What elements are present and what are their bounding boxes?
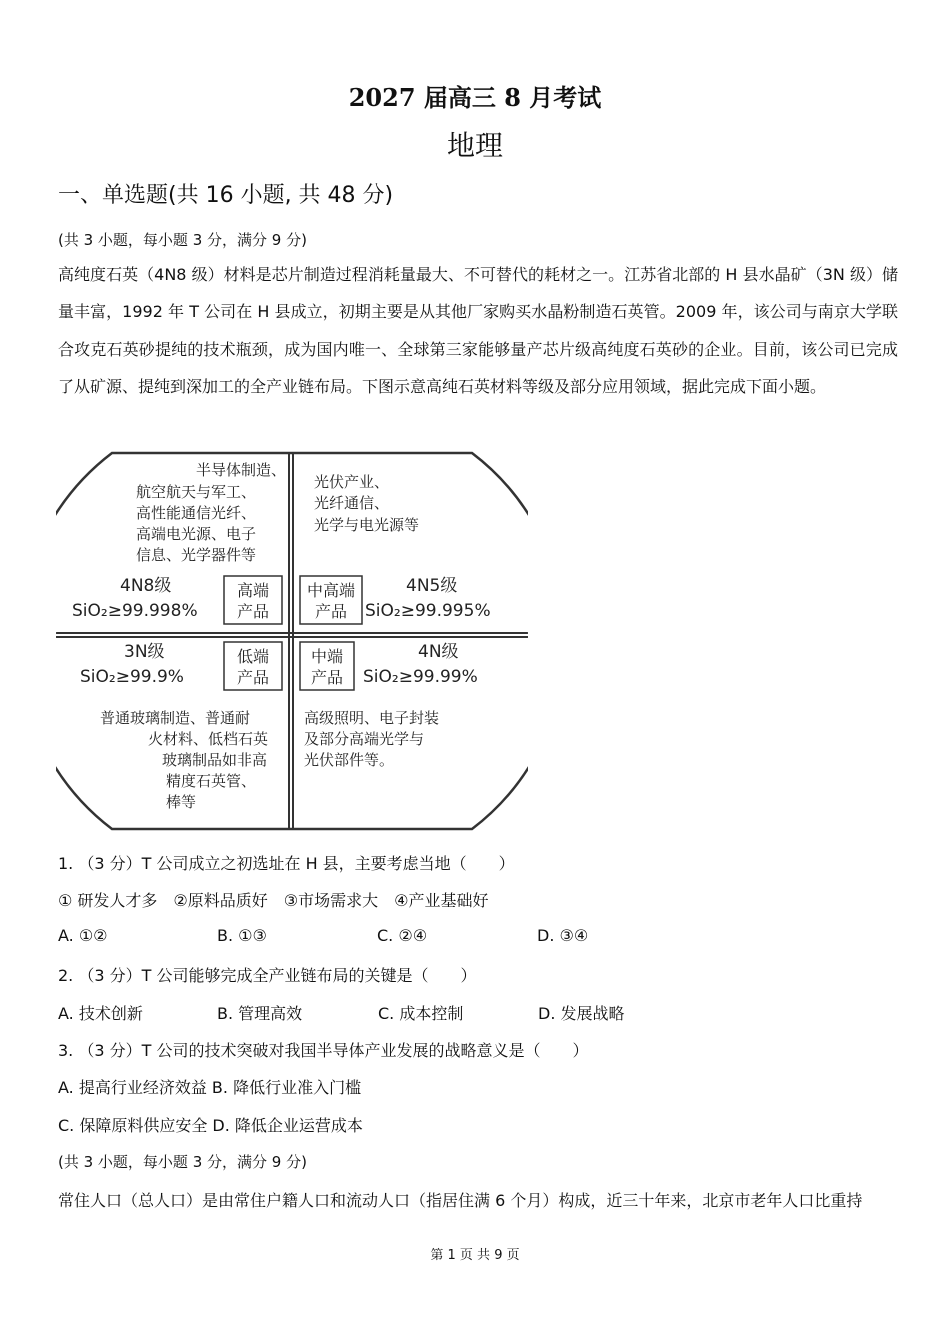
bl-use-line-2: 火材料、低档石英	[148, 730, 269, 748]
group1-passage: 高纯度石英（4N8 级）材料是芯片制造过程消耗量最大、不可替代的耗材之一。江苏省北部的 H 县水晶矿（3N 级）储量丰富，1992 年 T 公司在 H 县成立，初期主要是从其他厂家购买水晶粉制造石英管。2009 年，该公司与南京大学联合攻克石英砂提纯的技术瓶颈，成为国内唯一、全球第三家能够量产芯片级高纯度石英砂的企业。目前，该公司已完成了从矿源、提纯到深加工的全产业链布局。下图示意高纯石英材料等级及部分应用领域，据此完成下面小题。	[58, 265, 898, 396]
br-grade: 4N级	[418, 642, 459, 662]
q1-option-a[interactable]: A. ①②	[58, 926, 108, 945]
tr-product-1: 中高端	[306, 581, 356, 600]
br-product-1: 中端	[310, 647, 344, 666]
tr-purity: SiO₂≥99.995%	[365, 601, 491, 621]
bl-use-line-5: 棒等	[166, 793, 197, 811]
tl-product-2: 产品	[236, 602, 270, 621]
subject-title: 地理	[446, 129, 503, 162]
q1-option-d[interactable]: D. ③④	[537, 926, 589, 945]
tl-use-line-5: 信息、光学器件等	[136, 546, 257, 564]
tr-use-line-1: 光伏产业、	[314, 473, 390, 491]
exam-title: 2027 届高三 8 月考试	[348, 83, 602, 112]
tr-product-2: 产品	[314, 602, 348, 621]
q1-option-b[interactable]: B. ①③	[217, 926, 267, 945]
tl-use-line-4: 高端电光源、电子	[136, 525, 257, 543]
group1-note: (共 3 小题，每小题 3 分，满分 9 分)	[58, 231, 307, 249]
bl-use-line-4: 精度石英管、	[166, 772, 257, 790]
tl-grade: 4N8级	[120, 576, 172, 596]
quadrant-top-right	[300, 473, 491, 624]
group2-passage: 常住人口（总人口）是由常住户籍人口和流动人口（指居住满 6 个月）构成，近三十年来，北京市老年人口比重持	[58, 1191, 863, 1210]
br-product-2: 产品	[310, 668, 344, 687]
bl-product-2: 产品	[236, 668, 270, 687]
q2-option-d[interactable]: D. 发展战略	[538, 1004, 625, 1023]
quadrant-bottom-right	[300, 642, 478, 769]
q2-option-a[interactable]: A. 技术创新	[58, 1004, 143, 1023]
question-1-stem: 1. （3 分）T 公司成立之初选址在 H 县，主要考虑当地（ ）	[58, 854, 515, 873]
q3-options-line-2[interactable]: C. 保障原料供应安全 D. 降低企业运营成本	[58, 1116, 363, 1135]
page-footer: 第 1 页 共 9 页	[430, 1248, 520, 1263]
quartz-grade-diagram	[56, 450, 528, 832]
tl-purity: SiO₂≥99.998%	[72, 601, 198, 621]
quadrant-top-left	[72, 461, 286, 624]
q3-options-line-1[interactable]: A. 提高行业经济效益 B. 降低行业准入门槛	[58, 1078, 362, 1097]
br-purity: SiO₂≥99.99%	[363, 667, 478, 687]
br-use-line-3: 光伏部件等。	[304, 751, 395, 769]
bl-purity: SiO₂≥99.9%	[80, 667, 184, 687]
section-heading: 一、单选题(共 16 小题, 共 48 分)	[58, 183, 394, 208]
tr-use-line-3: 光学与电光源等	[314, 516, 420, 534]
question-2-stem: 2. （3 分）T 公司能够完成全产业链布局的关键是（ ）	[58, 966, 477, 985]
br-use-line-2: 及部分高端光学与	[304, 730, 425, 748]
bl-use-line-1: 普通玻璃制造、普通耐	[100, 709, 251, 727]
group2-note: (共 3 小题，每小题 3 分，满分 9 分)	[58, 1153, 307, 1171]
tr-use-line-2: 光纤通信、	[314, 494, 390, 512]
tr-grade: 4N5级	[406, 576, 458, 596]
tl-product-1: 高端	[236, 581, 270, 600]
tl-use-line-2: 航空航天与军工、	[136, 483, 257, 501]
quadrant-bottom-left	[80, 642, 282, 811]
bl-use-line-3: 玻璃制品如非高	[162, 751, 268, 769]
diagram-outline	[56, 453, 528, 829]
question-3-stem: 3. （3 分）T 公司的技术突破对我国半导体产业发展的战略意义是（ ）	[58, 1041, 589, 1060]
q2-option-c[interactable]: C. 成本控制	[378, 1004, 464, 1023]
question-1-statements: ① 研发人才多 ②原料品质好 ③市场需求大 ④产业基础好	[58, 891, 489, 910]
tl-use-line-3: 高性能通信光纤、	[136, 504, 257, 522]
q1-option-c[interactable]: C. ②④	[377, 926, 428, 945]
tl-use-line-1: 半导体制造、	[196, 461, 287, 479]
br-use-line-1: 高级照明、电子封装	[304, 709, 440, 727]
q2-option-b[interactable]: B. 管理高效	[217, 1004, 303, 1023]
bl-product-1: 低端	[236, 647, 270, 666]
bl-grade: 3N级	[124, 642, 165, 662]
